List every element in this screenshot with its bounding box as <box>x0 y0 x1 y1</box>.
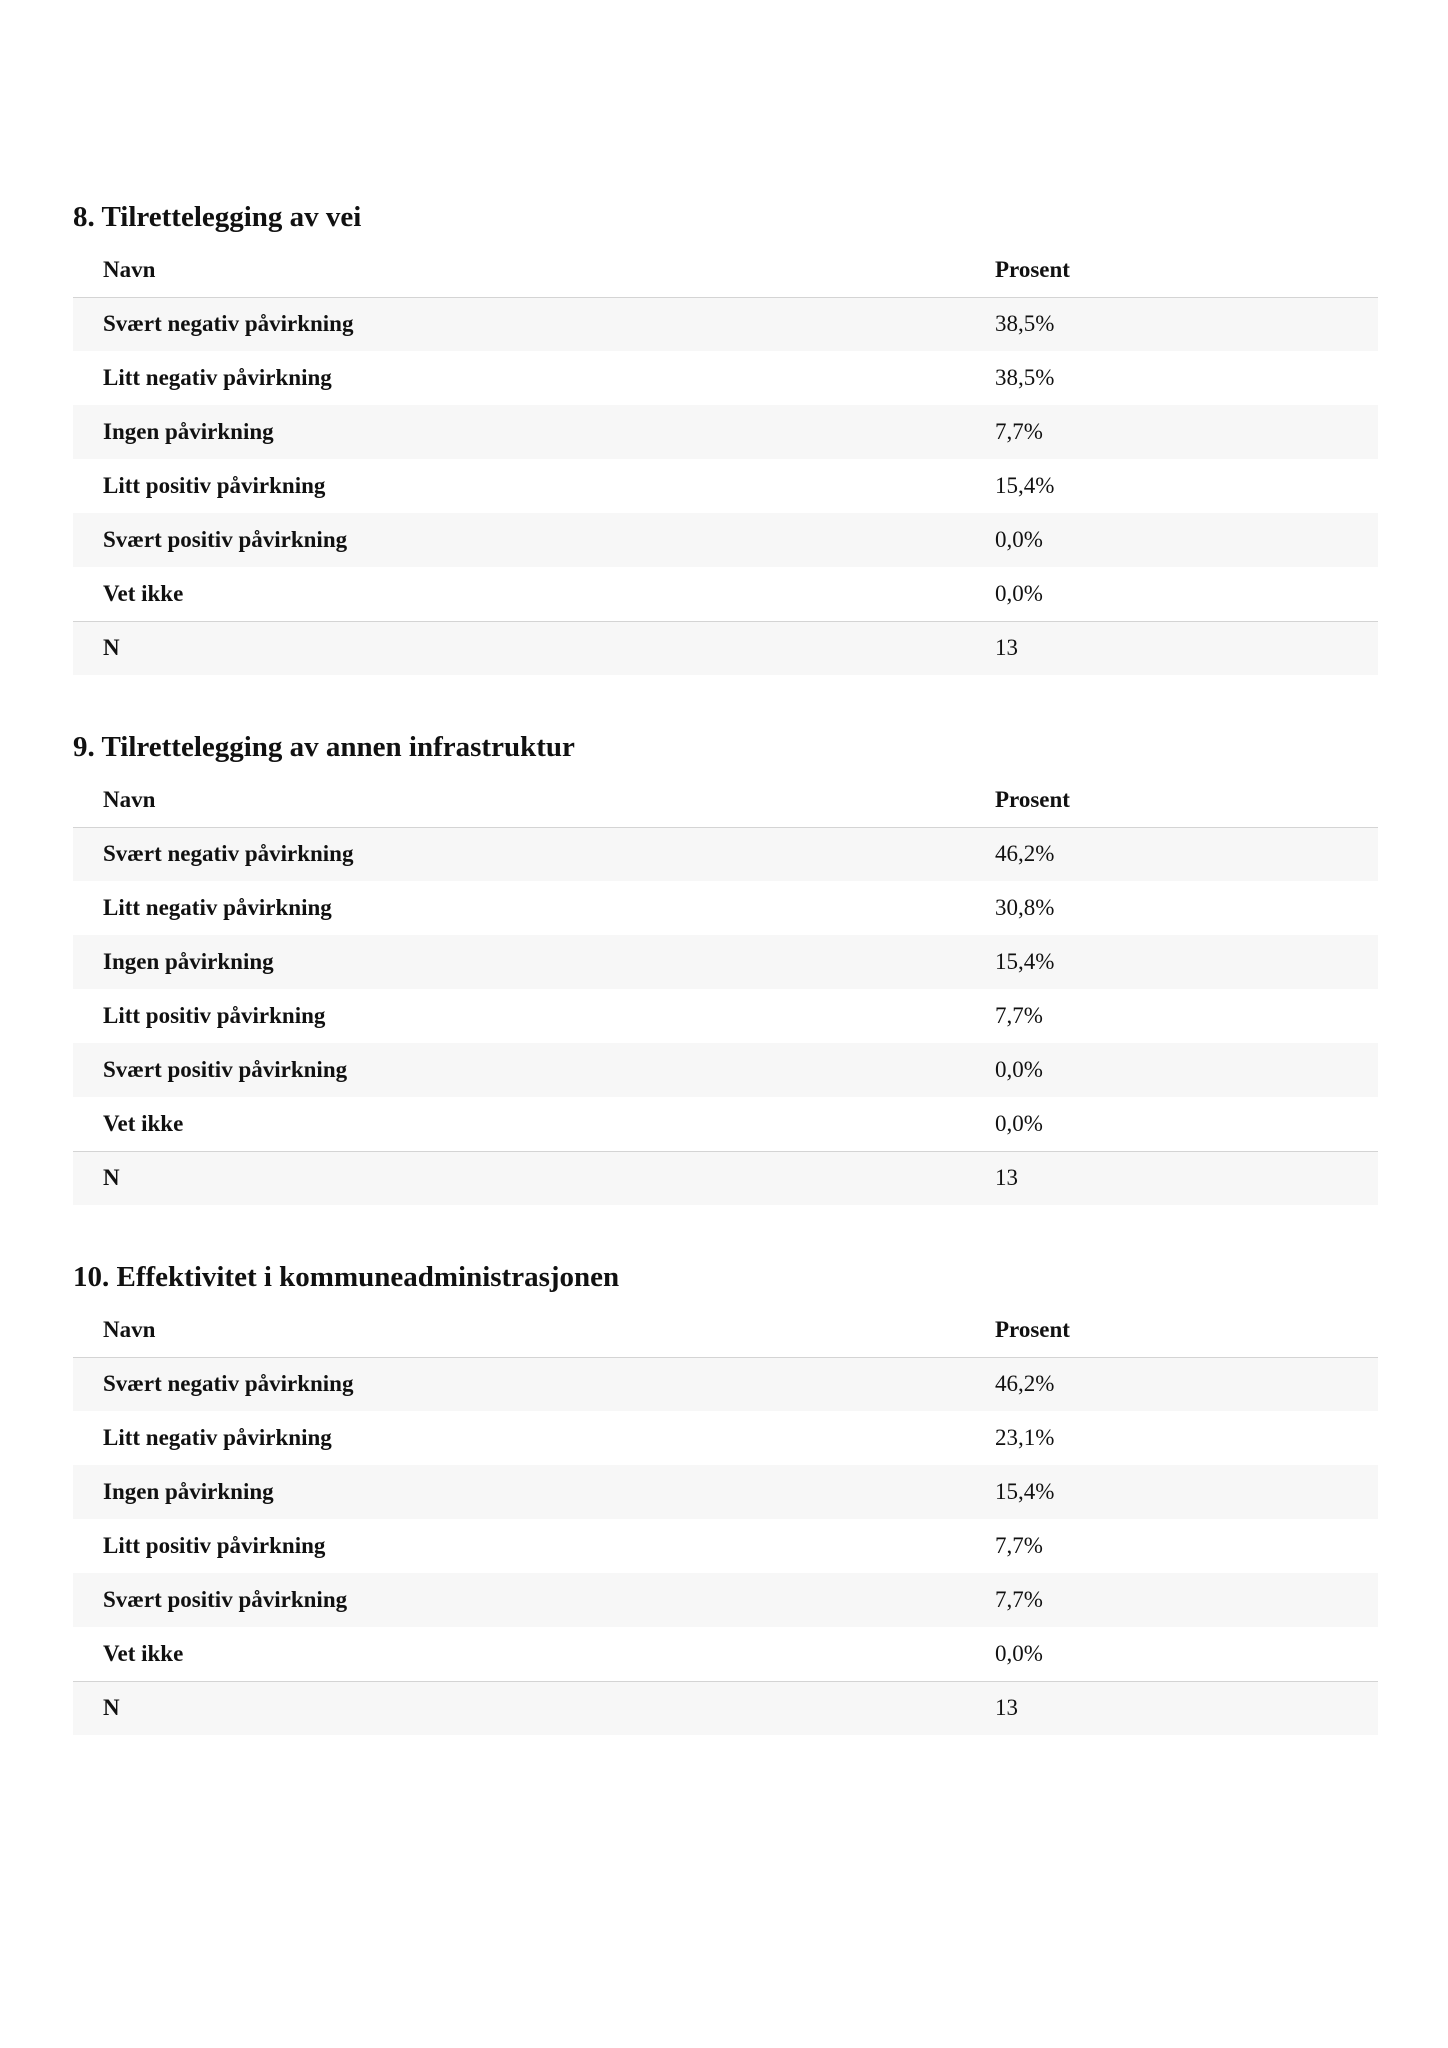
column-header-name: Navn <box>73 243 965 297</box>
row-value: 7,7% <box>965 1519 1378 1573</box>
column-header-percent: Prosent <box>965 243 1378 297</box>
row-value: 7,7% <box>965 405 1378 459</box>
row-label: Litt negativ påvirkning <box>73 881 965 935</box>
results-table <box>73 243 1378 675</box>
table-row <box>73 1357 1378 1411</box>
section-title: 10. Effektivitet i kommuneadministrasjonen <box>73 1261 620 1293</box>
table-header-row <box>73 243 1378 297</box>
row-value: 7,7% <box>965 989 1378 1043</box>
table-row <box>73 881 1378 935</box>
row-value: 0,0% <box>965 567 1378 621</box>
section-9 <box>73 727 1378 1205</box>
column-header-name: Navn <box>73 773 965 827</box>
row-label: Vet ikke <box>73 567 965 621</box>
row-label: Litt positiv påvirkning <box>73 1519 965 1573</box>
table-row <box>73 1043 1378 1097</box>
row-value: 38,5% <box>965 297 1378 351</box>
row-label: Litt positiv påvirkning <box>73 989 965 1043</box>
table-row <box>73 1411 1378 1465</box>
row-label: Svært positiv påvirkning <box>73 1043 965 1097</box>
row-label: Litt negativ påvirkning <box>73 1411 965 1465</box>
row-label: Svært negativ påvirkning <box>73 1357 965 1411</box>
row-label: Ingen påvirkning <box>73 405 965 459</box>
table-row <box>73 297 1378 351</box>
total-row <box>73 621 1378 675</box>
section-10 <box>73 1257 1378 1735</box>
row-label: Litt positiv påvirkning <box>73 459 965 513</box>
table-row <box>73 1465 1378 1519</box>
section-title: 8. Tilrettelegging av vei <box>73 201 362 233</box>
total-value: 13 <box>965 1681 1378 1735</box>
table-row <box>73 405 1378 459</box>
row-label: Litt negativ påvirkning <box>73 351 965 405</box>
table-header-row <box>73 1303 1378 1357</box>
row-value: 0,0% <box>965 1043 1378 1097</box>
total-value: 13 <box>965 621 1378 675</box>
table-row <box>73 1573 1378 1627</box>
table-row <box>73 1519 1378 1573</box>
results-table <box>73 1303 1378 1735</box>
row-label: Vet ikke <box>73 1097 965 1151</box>
total-label: N <box>73 621 965 675</box>
total-row <box>73 1681 1378 1735</box>
table-row <box>73 1097 1378 1151</box>
table-row <box>73 935 1378 989</box>
total-label: N <box>73 1681 965 1735</box>
total-label: N <box>73 1151 965 1205</box>
row-label: Vet ikke <box>73 1627 965 1681</box>
row-label: Svært positiv påvirkning <box>73 1573 965 1627</box>
row-value: 15,4% <box>965 459 1378 513</box>
row-label: Ingen påvirkning <box>73 1465 965 1519</box>
table-row <box>73 567 1378 621</box>
row-label: Svært negativ påvirkning <box>73 827 965 881</box>
row-value: 46,2% <box>965 827 1378 881</box>
row-label: Svært positiv påvirkning <box>73 513 965 567</box>
row-value: 30,8% <box>965 881 1378 935</box>
section-spacer <box>73 1205 1378 1257</box>
column-header-percent: Prosent <box>965 773 1378 827</box>
row-value: 15,4% <box>965 1465 1378 1519</box>
table-header-row <box>73 773 1378 827</box>
column-header-name: Navn <box>73 1303 965 1357</box>
section-8 <box>73 197 1378 675</box>
row-label: Svært negativ påvirkning <box>73 297 965 351</box>
table-row <box>73 827 1378 881</box>
row-value: 46,2% <box>965 1357 1378 1411</box>
column-header-percent: Prosent <box>965 1303 1378 1357</box>
row-value: 0,0% <box>965 1627 1378 1681</box>
results-table <box>73 773 1378 1205</box>
row-value: 0,0% <box>965 1097 1378 1151</box>
total-value: 13 <box>965 1151 1378 1205</box>
section-title: 9. Tilrettelegging av annen infrastruktur <box>73 731 575 763</box>
document-page <box>73 197 1378 1735</box>
section-spacer <box>73 675 1378 727</box>
row-value: 23,1% <box>965 1411 1378 1465</box>
row-value: 0,0% <box>965 513 1378 567</box>
row-value: 38,5% <box>965 351 1378 405</box>
table-row <box>73 989 1378 1043</box>
table-row <box>73 513 1378 567</box>
total-row <box>73 1151 1378 1205</box>
table-row <box>73 351 1378 405</box>
row-value: 7,7% <box>965 1573 1378 1627</box>
row-value: 15,4% <box>965 935 1378 989</box>
row-label: Ingen påvirkning <box>73 935 965 989</box>
table-row <box>73 1627 1378 1681</box>
table-row <box>73 459 1378 513</box>
